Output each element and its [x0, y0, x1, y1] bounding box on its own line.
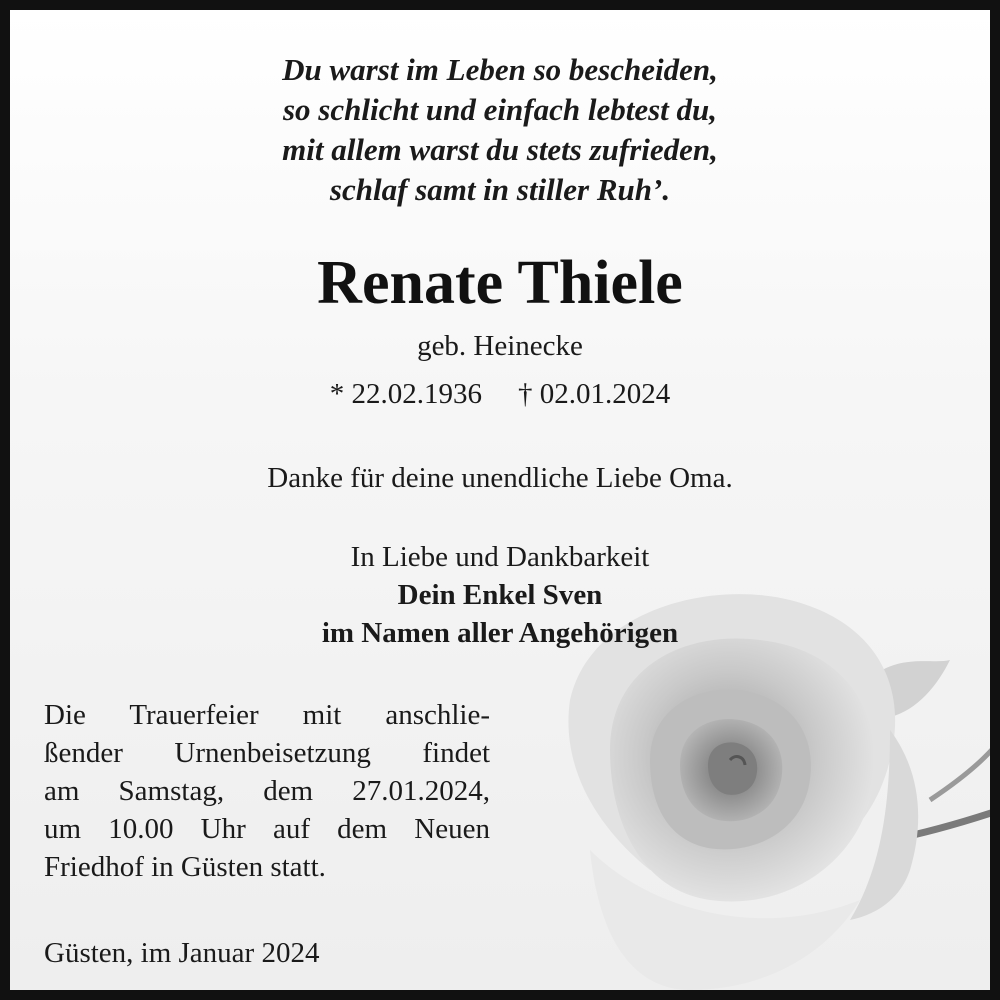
- service-line: Die Trauerfeier mit anschlie-: [44, 699, 490, 731]
- service-line: am Samstag, dem 27.01.2024,: [44, 775, 490, 807]
- service-line: Friedhof in Güsten statt.: [44, 851, 326, 883]
- service-line: um 10.00 Uhr auf dem Neuen: [44, 813, 490, 845]
- funeral-service-info: [44, 696, 490, 886]
- service-line: ßender Urnenbeisetzung findet: [44, 737, 490, 769]
- signer-name: Dein Enkel Sven: [397, 579, 603, 611]
- life-dates: [10, 376, 990, 412]
- signer-note: im Namen aller Angehörigen: [321, 617, 679, 649]
- death-date: † 02.01.2024: [518, 378, 671, 410]
- place-and-date: Güsten, im Januar 2024: [44, 937, 320, 969]
- maiden-name: geb. Heinecke: [417, 330, 583, 362]
- deceased-name: Renate Thiele: [317, 249, 683, 317]
- poem-line: Du warst im Leben so bescheiden,: [282, 52, 718, 87]
- thanks-line: Danke für deine unendliche Liebe Oma.: [267, 462, 733, 494]
- memorial-poem: [10, 50, 990, 210]
- closing-signature: [10, 538, 990, 652]
- poem-line: schlaf samt in stiller Ruh’.: [329, 172, 671, 207]
- closing-line: In Liebe und Dankbarkeit: [350, 541, 650, 573]
- birth-date: * 22.02.1936: [329, 378, 482, 410]
- poem-line: so schlicht und einfach lebtest du,: [282, 92, 718, 127]
- poem-line: mit allem warst du stets zufrieden,: [282, 132, 718, 167]
